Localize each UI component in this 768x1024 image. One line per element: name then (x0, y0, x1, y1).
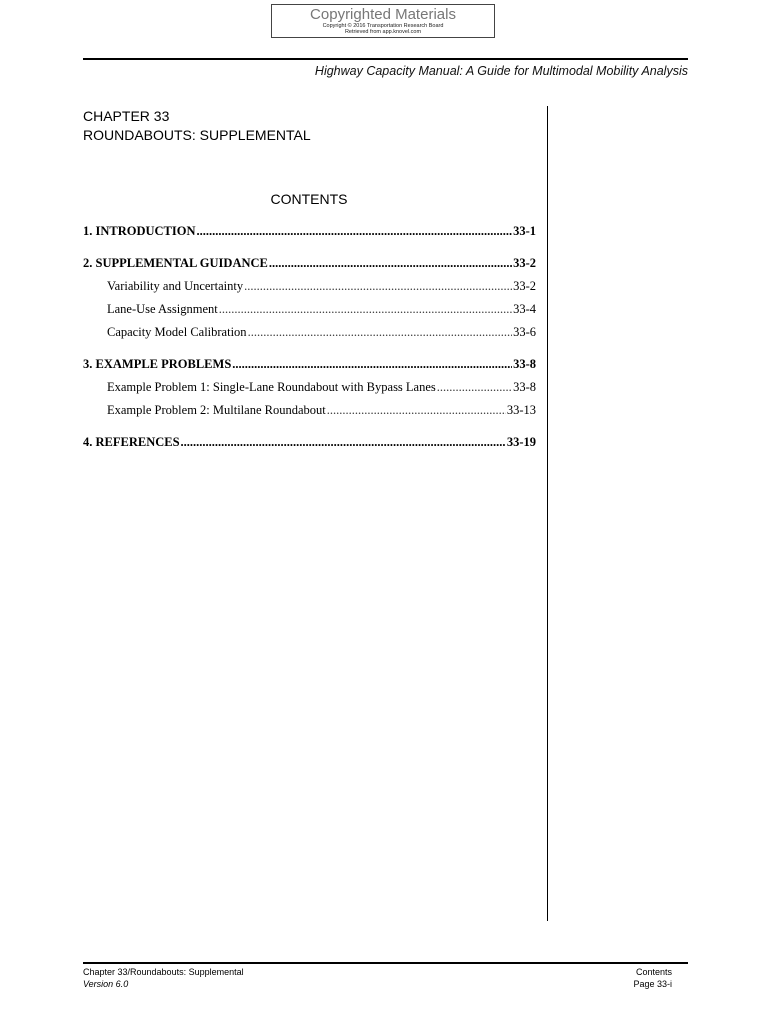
toc-leader (437, 380, 512, 395)
chapter-heading (83, 107, 311, 145)
stamp-copyright-line: Copyright © 2016 Transportation Research Board (322, 23, 444, 29)
footer-version: Version 6.0 (83, 979, 129, 989)
toc-page: 33-6 (513, 325, 536, 339)
toc-page: 33-8 (513, 380, 536, 394)
toc-leader (327, 403, 506, 418)
toc-page: 33-19 (506, 435, 536, 449)
toc-entry-example-problem-2[interactable] (83, 403, 536, 426)
toc-leader (181, 435, 506, 450)
footer-rule (83, 962, 688, 964)
toc-page: 33-1 (513, 224, 536, 238)
toc-entry-example-problems[interactable] (83, 357, 536, 380)
copyright-stamp (271, 4, 495, 38)
contents-title: CONTENTS (270, 191, 348, 207)
toc-label: Example Problem 2: Multilane Roundabout (107, 403, 326, 417)
footer-page-number: Page 33-i (633, 979, 672, 989)
toc-page: 33-8 (513, 357, 536, 371)
toc-entry-references[interactable] (83, 435, 536, 458)
toc-label: 2. SUPPLEMENTAL GUIDANCE (83, 256, 268, 270)
toc-label: 3. EXAMPLE PROBLEMS (83, 357, 232, 371)
stamp-retrieved-line: Retrieved from app.knovel.com (344, 29, 422, 35)
toc-label: 1. INTRODUCTION (83, 224, 196, 238)
margin-rule (547, 106, 548, 921)
toc-entry-capacity-calibration[interactable] (83, 325, 536, 348)
toc-leader (248, 325, 513, 340)
toc-leader (269, 256, 512, 271)
header-rule (83, 58, 688, 60)
toc-label: Capacity Model Calibration (107, 325, 247, 339)
toc-page: 33-13 (506, 403, 536, 417)
toc-entry-example-problem-1[interactable] (83, 380, 536, 403)
toc-page: 33-2 (513, 279, 536, 293)
toc-page: 33-4 (513, 302, 536, 316)
running-head: Highway Capacity Manual: A Guide for Multimodal Mobility Analysis (314, 64, 688, 78)
toc-entry-introduction[interactable] (83, 224, 536, 247)
table-of-contents (83, 224, 536, 458)
footer-left (83, 966, 244, 990)
toc-entry-supplemental-guidance[interactable] (83, 256, 536, 279)
footer-right (633, 966, 672, 990)
toc-leader (244, 279, 512, 294)
stamp-title: Copyrighted Materials (310, 6, 456, 23)
footer-section: Contents (635, 967, 672, 977)
toc-label: 4. REFERENCES (83, 435, 180, 449)
toc-label: Lane-Use Assignment (107, 302, 218, 316)
footer-chapter: Chapter 33/Roundabouts: Supplemental (83, 967, 244, 977)
toc-entry-variability[interactable] (83, 279, 536, 302)
toc-label: Variability and Uncertainty (107, 279, 244, 293)
chapter-number: CHAPTER 33 (83, 108, 170, 124)
toc-leader (232, 357, 512, 372)
toc-leader (197, 224, 513, 239)
toc-label: Example Problem 1: Single-Lane Roundabout with Bypass Lanes (107, 380, 436, 394)
toc-entry-lane-use[interactable] (83, 302, 536, 325)
toc-page: 33-2 (513, 256, 536, 270)
toc-leader (219, 302, 512, 317)
chapter-title: ROUNDABOUTS: SUPPLEMENTAL (83, 127, 311, 143)
